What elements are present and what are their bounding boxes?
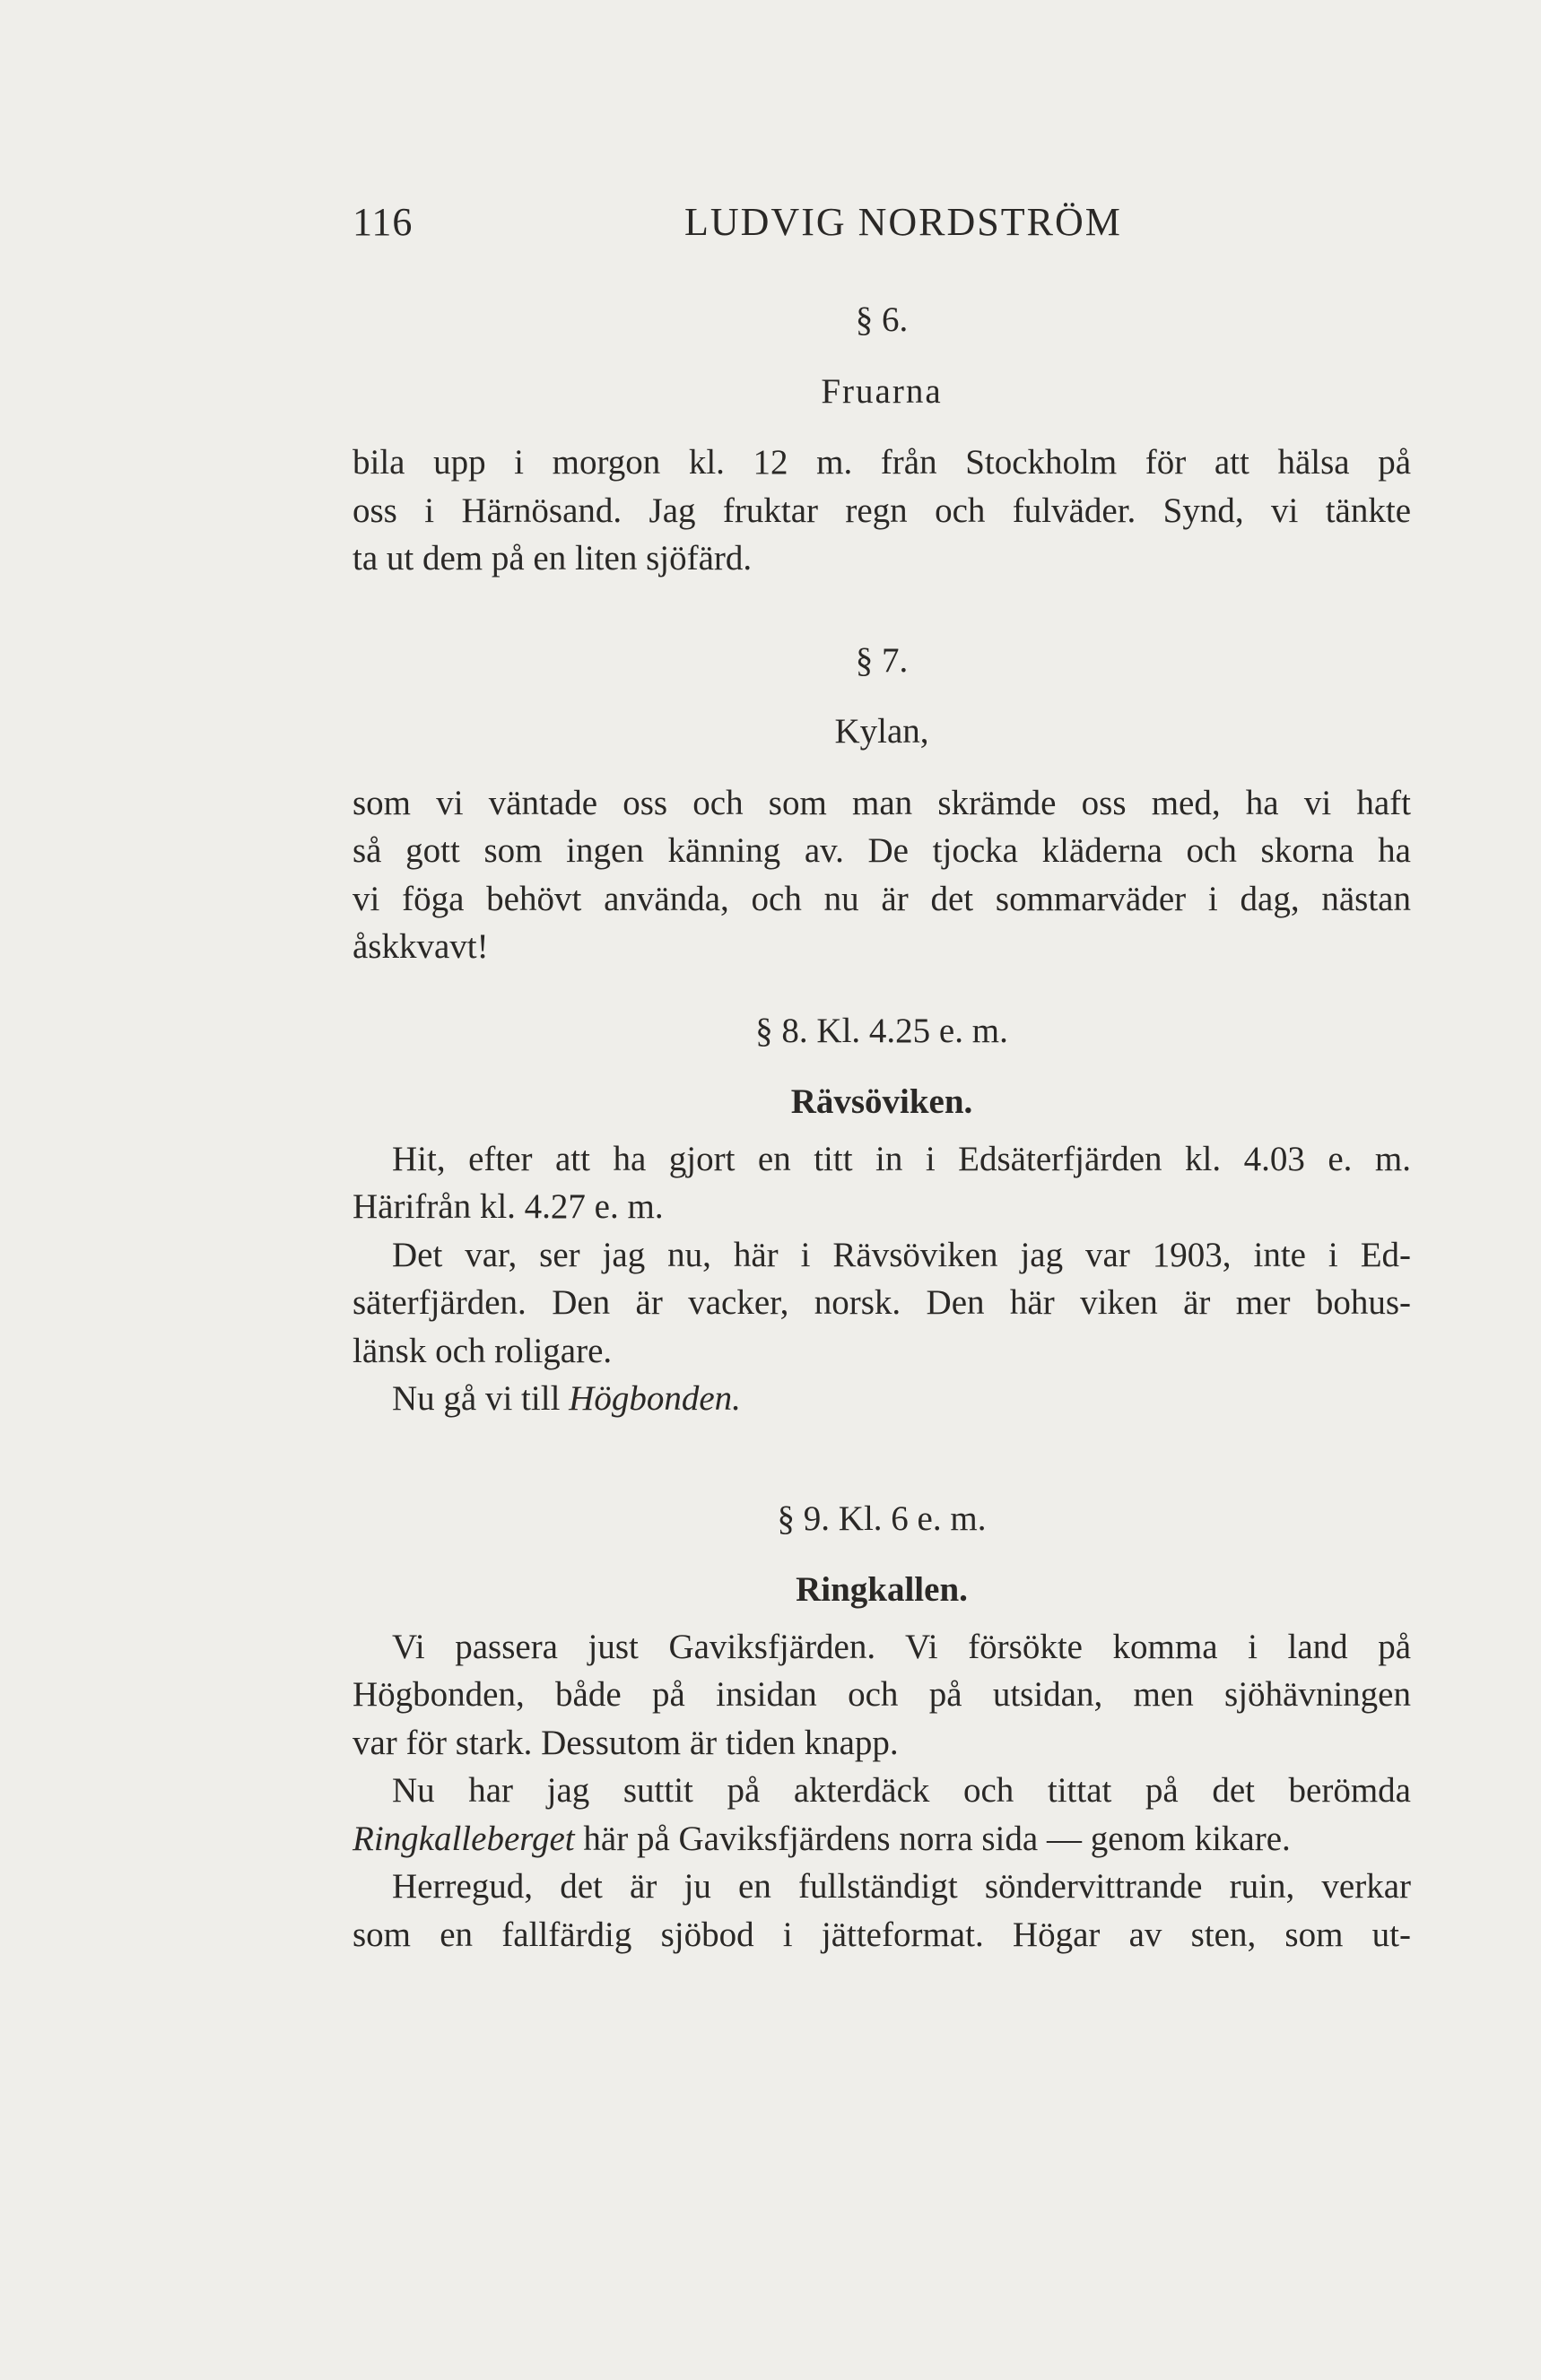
paragraph-6 [353,439,1411,583]
page-number: 116 [353,200,414,244]
paragraph-8a [353,1135,1411,1231]
paragraph-9c [353,1863,1411,1959]
text-line: som en fallfärdig sjöbod i jätteformat. Högar av sten, som ut- [353,1915,1411,1954]
text-run: här på Gaviksfjärdens norra sida — genom kikare. [574,1819,1291,1858]
text-line [353,1815,1411,1863]
section-mark-9: § 9. Kl. 6 e. m. [777,1498,987,1538]
place-name: Ringkalleberget [353,1819,575,1858]
text-line: säterfjärden. Den är vacker, norsk. Den här viken är mer bohus- [353,1283,1411,1322]
place-name: Högbonden. [569,1379,741,1418]
paragraph-8b [353,1231,1411,1376]
section-mark-7: § 7. [855,640,909,680]
paragraph-7 [353,779,1411,971]
text-line: bila upp i morgon kl. 12 m. från Stockholm för att hälsa på [353,443,1411,482]
section-mark-8: § 8. Kl. 4.25 e. m. [755,1011,1008,1050]
text-line: Herregud, det är ju en fullständigt söndervittrande ruin, verkar [392,1867,1411,1906]
text-line: Högbonden, både på insidan och på utsidan, men sjöhävningen [353,1675,1411,1714]
paragraph-9a [353,1623,1411,1768]
text-line: Härifrån kl. 4.27 e. m. [353,1187,664,1226]
section-heading-8: Rävsöviken. [790,1082,973,1121]
text-line: oss i Härnösand. Jag fruktar regn och fulväder. Synd, vi tänkte [353,491,1411,530]
section-heading-7: Kylan, [834,712,929,751]
text-line: åskkvavt! [353,927,489,966]
running-head [353,199,1424,253]
text-line: Det var, ser jag nu, här i Rävsöviken jag var 1903, inte i Ed- [392,1235,1411,1274]
text-line: ta ut dem på en liten sjöfärd. [353,539,753,578]
text-line: Hit, efter att ha gjort en titt in i Edsäterfjärden kl. 4.03 e. m. [392,1139,1411,1178]
section-mark-6: § 6. [855,300,909,339]
paragraph-9b [353,1767,1411,1863]
running-title: LUDVIG NORDSTRÖM [684,200,1122,244]
text-line: Nu har jag suttit på akterdäck och tittat på det berömda [392,1771,1411,1810]
text-line: länsk och roligare. [353,1331,613,1370]
text-line: var för stark. Dessutom är tiden knapp. [353,1723,899,1762]
section-heading-6: Fruarna [821,371,943,411]
text-line: så gott som ingen känning av. De tjocka kläderna och skorna ha [353,831,1411,870]
text-run: Nu gå vi till [392,1379,570,1418]
section-heading-9: Ringkallen. [796,1570,968,1609]
text-line: vi föga behövt använda, och nu är det sommarväder i dag, nästan [353,879,1411,918]
text-line: Vi passera just Gaviksfjärden. Vi försökte komma i land på [392,1627,1411,1666]
text-line: som vi väntade oss och som man skrämde oss med, ha vi haft [353,783,1411,822]
text-column [353,296,1411,1959]
paragraph-8c [353,1375,1411,1423]
